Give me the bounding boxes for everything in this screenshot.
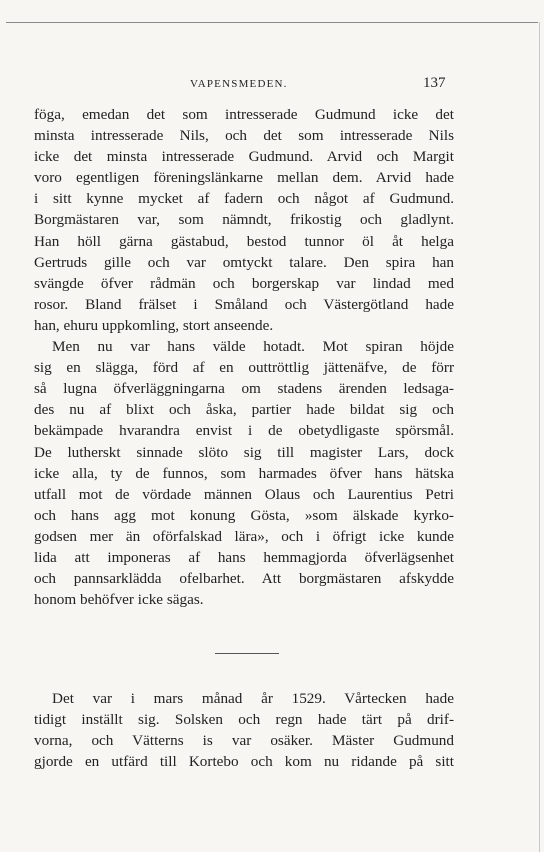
text-line: minsta intresserade Nils, och det som intresserade Nils xyxy=(34,127,454,145)
text-line: icke alla, ty de funnos, som harmades öfver hans hätska xyxy=(34,464,454,482)
text-line: tidigt inställt sig. Solsken och regn hade tärt på drif- xyxy=(34,711,454,729)
top-edge-rule xyxy=(6,22,538,23)
running-head xyxy=(0,75,544,94)
text-line: vorna, och Vätterns is var osäker. Mäster Gudmund xyxy=(34,732,454,750)
text-line: Men nu var hans välde hotadt. Mot spiran höjde xyxy=(52,338,454,356)
text-line: lida att imponeras af hans hemmagjorda öfverlägsenhet xyxy=(34,548,454,566)
text-line: och hans agg mot konung Gösta, »som älskade kyrko- xyxy=(34,506,454,524)
text-line: des nu af blixt och åska, partier hade bildat sig och xyxy=(34,401,454,419)
text-line: Borgmästaren var, som nämndt, frikostig och gladlynt. xyxy=(34,211,454,229)
text-line: sig en slägga, förd af en outtröttlig jättenäfve, de förr xyxy=(34,359,454,377)
text-line: icke det minsta intresserade Gudmund. Arvid och Margit xyxy=(34,148,454,166)
text-line: i sitt kynne mycket af fadern och något af Gudmund. xyxy=(34,190,454,208)
text-line: utfall mot de vördade männen Olaus och Laurentius Petri xyxy=(34,485,454,503)
text-line: De lutherskt sinnade slöto sig till magister Lars, dock xyxy=(34,443,454,461)
body-text-block-1 xyxy=(34,104,454,610)
text-line: och pannsarklädda ofelbarhet. Att borgmästaren afskydde xyxy=(34,570,454,588)
page-number: 137 xyxy=(423,75,446,91)
text-line: föga, emedan det som intresserade Gudmund icke det xyxy=(34,106,454,123)
text-line: han, ehuru uppkomling, stort anseende. xyxy=(34,316,274,334)
body-text-block-2 xyxy=(34,688,454,772)
text-line: rosor. Bland frälset i Småland och Västergötland hade xyxy=(34,295,454,313)
section-divider xyxy=(215,653,279,654)
text-line: Han höll gärna gästabud, bestod tunnor öl åt helga xyxy=(34,232,454,250)
text-line: godsen mer än oförfalskad lära», och i öfrigt icke kunde xyxy=(34,527,454,545)
text-line: Gertruds gille och var omtyckt talare. Den spira han xyxy=(34,253,454,271)
right-page-edge xyxy=(539,22,540,852)
text-line: så lugna öfverläggningarna om stadens ärenden ledsaga- xyxy=(34,380,454,398)
text-line: voro egentligen föreningslänkarne mellan dem. Arvid hade xyxy=(34,169,454,187)
text-line: Det var i mars månad år 1529. Vårtecken hade xyxy=(52,690,454,707)
text-line: gjorde en utfärd till Kortebo och kom nu ridande på sitt xyxy=(34,753,454,771)
text-line: honom behöfver icke sägas. xyxy=(34,591,204,609)
running-title: VAPENSMEDEN. xyxy=(190,78,288,90)
text-line: bekämpade hvarandra envist i de obetydligaste spörsmål. xyxy=(34,422,454,440)
text-line: svängde öfver rådmän och borgerskap var lindad med xyxy=(34,274,454,292)
